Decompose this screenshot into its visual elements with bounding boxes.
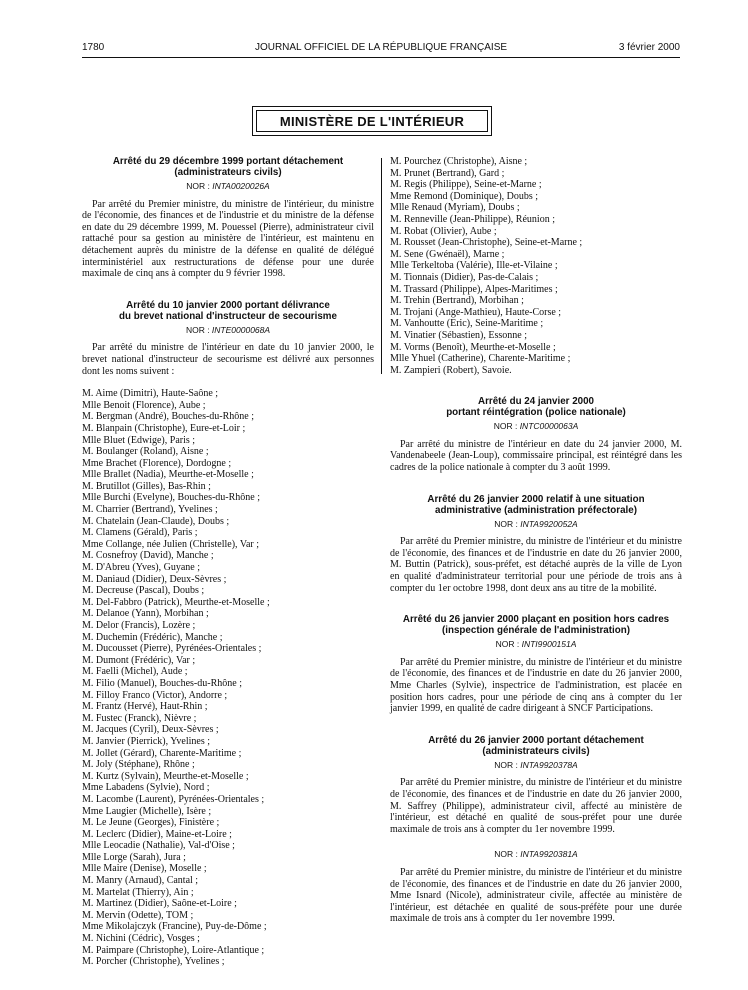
list-item: Mme Laugier (Michelle), Isère ; — [82, 805, 212, 817]
list-item: M. Jollet (Gérard), Charente-Maritime ; — [82, 747, 242, 759]
list-item: M. Filloy Franco (Victor), Andorre ; — [82, 689, 228, 701]
decree-body: Par arrêté du Premier ministre, du ministre de l'intérieur et du ministre de l'économie, des finances et de l'industrie en date du 26 janvier 2000, M. Buttin (Patrick), sous-préfet, est détaché auprès de la ville de Lyon en qualité d'administrateur territorial pour une période de trois ans à compter du 1er octobre 1998, dont deux ans au titre de la mobilité. — [390, 536, 682, 594]
journal-title: JOURNAL OFFICIEL DE LA RÉPUBLIQUE FRANÇAISE — [254, 42, 508, 53]
decree-subtitle: (administrateurs civils) — [482, 745, 590, 757]
list-item: M. Kurtz (Sylvain), Meurthe-et-Moselle ; — [82, 770, 249, 782]
decree-title: Arrêté du 26 janvier 2000 portant détachement — [428, 734, 644, 746]
decree-body: Par arrêté du Premier ministre, du ministre de l'intérieur et du ministre de l'économie, des finances et de l'industrie en date du 26 janvier 2000, Mme Isnard (Nicole), administrateur civile, affectée au ministère de l'intérieur, est détachée en qualité de sous-préfète pour une durée maximale de trois ans à compter du 1er novembre 1999. — [390, 866, 682, 925]
list-item: M. Regis (Philippe), Seine-et-Marne ; — [390, 179, 542, 191]
list-item: M. Trojani (Ange-Mathieu), Haute-Corse ; — [390, 306, 562, 318]
header-rule — [82, 57, 680, 58]
list-item: M. Manry (Arnaud), Cantal ; — [82, 875, 199, 887]
ministry-title: MINISTÈRE DE L'INTÉRIEUR — [256, 110, 488, 132]
list-item: Mlle Renaud (Myriam), Doubs ; — [390, 202, 520, 214]
left-column — [82, 156, 374, 968]
list-item: M. Trassard (Philippe), Alpes-Maritimes ; — [390, 283, 558, 295]
list-item: M. Robat (Olivier), Aube ; — [390, 225, 497, 237]
list-item: M. Prunet (Bertrand), Gard ; — [390, 167, 505, 179]
list-item: Mlle Leocadie (Nathalie), Val-d'Oise ; — [82, 840, 235, 852]
decree-body: Par arrêté du ministre de l'intérieur en date du 10 janvier 2000, le brevet national d'instructeur de secourisme est délivré aux personnes dont les noms suivent : — [82, 342, 374, 377]
list-item: M. Trehin (Bertrand), Morbihan ; — [390, 295, 524, 307]
decree-subtitle: du brevet national d'instructeur de secourisme — [119, 310, 337, 322]
list-item: M. Nichini (Cédric), Vosges ; — [82, 933, 200, 945]
list-item: M. Ducousset (Pierre), Pyrénées-Orientales ; — [82, 643, 262, 655]
nor-code: INTA0020026A — [212, 181, 270, 191]
nor-code: INTI9900151A — [521, 639, 577, 650]
ministry-box — [252, 106, 492, 136]
list-item: Mlle Lorge (Sarah), Jura ; — [82, 851, 186, 863]
list-item: M. D'Abreu (Yves), Guyane ; — [82, 562, 200, 574]
list-item: M. Frantz (Hervé), Haut-Rhin ; — [82, 701, 208, 713]
list-item: M. Vinatier (Sébastien), Essonne ; — [390, 329, 527, 341]
list-item: M. Cosnefroy (David), Manche ; — [82, 550, 214, 562]
list-item: Mme Labadens (Sylvie), Nord ; — [82, 782, 210, 794]
list-item: Mlle Benoit (Florence), Aube ; — [82, 399, 206, 411]
nor-reference: NOR : INTA9920381A — [494, 849, 578, 860]
list-item: M. Blanpain (Christophe), Eure-et-Loir ; — [82, 422, 246, 434]
name-list — [82, 388, 374, 968]
list-item: M. Janvier (Pierrick), Yvelines ; — [82, 735, 211, 747]
list-item: M. Rousset (Jean-Christophe), Seine-et-Marne ; — [390, 237, 583, 249]
nor-code: INTA9920381A — [520, 849, 578, 860]
list-item: M. Paimpare (Christophe), Loire-Atlantique ; — [82, 944, 265, 956]
list-item: M. Faelli (Michel), Aude ; — [82, 666, 188, 678]
list-item: Mlle Bluet (Edwige), Paris ; — [82, 434, 196, 446]
decree-subtitle: portant réintégration (police nationale) — [446, 407, 626, 419]
list-item: M. Delor (Francis), Lozère ; — [82, 620, 196, 631]
list-item: M. Bergman (André), Bouches-du-Rhône ; — [82, 411, 255, 423]
nor-reference: NOR : INTA0020026A — [186, 181, 270, 191]
nor-reference: NOR : INTI9900151A — [495, 639, 577, 650]
list-item: M. Chatelain (Jean-Claude), Doubs ; — [82, 515, 230, 527]
list-item: M. Aime (Dimitri), Haute-Saône ; — [82, 388, 219, 400]
decree-title: Arrêté du 26 janvier 2000 relatif à une situation — [427, 493, 645, 505]
list-item: M. Jacques (Cyril), Deux-Sèvres ; — [82, 724, 219, 736]
list-item: Mlle Yhuel (Catherine), Charente-Maritime ; — [390, 353, 571, 365]
nor-code: INTE0000068A — [211, 324, 271, 335]
list-item: Mlle Brallet (Nadia), Meurthe-et-Moselle ; — [82, 469, 254, 481]
nor-code: INTA9920378A — [520, 759, 578, 770]
list-item: M. Decreuse (Pascal), Doubs ; — [82, 585, 205, 597]
list-item: M. Vanhoutte (Eric), Seine-Maritime ; — [390, 318, 544, 330]
list-item: Mlle Burchi (Evelyne), Bouches-du-Rhône ; — [82, 492, 261, 504]
list-item: Mme Brachet (Florence), Dordogne ; — [82, 457, 232, 469]
nor-reference: NOR : INTC0000063A — [493, 421, 579, 432]
page-header — [82, 42, 680, 54]
list-item: M. Daniaud (Didier), Deux-Sèvres ; — [82, 573, 227, 585]
list-item: M. Boulanger (Roland), Aisne ; — [82, 446, 209, 458]
decree-title: Arrêté du 10 janvier 2000 portant délivrance — [126, 299, 330, 311]
nor-reference: NOR : INTA9920052A — [494, 518, 578, 529]
decree-subtitle: administrative (administration préfectorale) — [435, 504, 637, 516]
list-item: M. Duchemin (Frédéric), Manche ; — [82, 631, 223, 643]
decree-title: Arrêté du 24 janvier 2000 — [478, 396, 594, 408]
list-item: Mme Collange, née Julien (Christelle), Var ; — [82, 538, 259, 550]
list-item: Mlle Terkeltoba (Valérie), Ille-et-Vilaine ; — [390, 260, 558, 272]
list-item: M. Porcher (Christophe), Yvelines ; — [82, 956, 225, 968]
decree-title: Arrêté du 29 décembre 1999 portant détachement — [112, 156, 344, 167]
nor-reference: NOR : INTA9920378A — [494, 759, 578, 770]
decree-subtitle: (inspection générale de l'administration) — [442, 625, 630, 637]
list-item: M. Filio (Manuel), Bouches-du-Rhône ; — [82, 677, 242, 689]
list-item: M. Martelat (Thierry), Ain ; — [82, 886, 194, 898]
list-item: M. Mervin (Odette), TOM ; — [82, 909, 194, 921]
list-item: M. Zampieri (Robert), Savoie. — [390, 364, 512, 376]
decree-body: Par arrêté du ministre de l'intérieur en date du 24 janvier 2000, M. Vandenabeele (Jean-Loup), commissaire principal, est réintégré dans les cadres de la police nationale à compter du 3 août 1999. — [390, 438, 682, 474]
list-item: Mme Remond (Dominique), Doubs ; — [390, 190, 539, 202]
list-item: Mlle Maire (Denise), Moselle ; — [82, 863, 207, 875]
list-item: M. Del-Fabbro (Patrick), Meurthe-et-Moselle ; — [82, 596, 270, 608]
list-item: M. Sene (Gwénaël), Marne ; — [390, 248, 505, 260]
list-item: M. Le Jeune (Georges), Finistère ; — [82, 817, 220, 829]
list-item: M. Tionnais (Didier), Pas-de-Calais ; — [390, 271, 539, 283]
list-item: M. Fustec (Franck), Nièvre ; — [82, 712, 197, 724]
decree-subtitle: (administrateurs civils) — [174, 167, 282, 178]
decree-body: Par arrêté du Premier ministre, du ministre de l'intérieur, du ministre de l'économie, des finances et de l'industrie et du ministre de la défense en date du 29 décembre 1999, M. Pouessel (Pierre), administrateur civil rattaché pour sa gestion au ministère de l'intérieur, est maintenu en détachement auprès du ministre de la défense en qualité de délégué interministériel aux restructurations de défense pour une durée maximale de cinq ans à compter du 9 février 1998. — [82, 198, 374, 280]
nor-reference: NOR : INTE0000068A — [185, 324, 271, 335]
list-item: M. Vorms (Benoît), Meurthe-et-Moselle ; — [390, 341, 556, 353]
list-item: M. Lacombe (Laurent), Pyrénées-Orientales ; — [82, 793, 265, 805]
list-item: M. Delanoe (Yann), Morbihan ; — [82, 608, 209, 620]
name-list — [390, 156, 682, 376]
list-item: M. Leclerc (Didier), Maine-et-Loire ; — [82, 828, 232, 840]
list-item: M. Dumont (Frédéric), Var ; — [82, 654, 196, 666]
list-item: Mme Mikolajczyk (Francine), Puy-de-Dôme ; — [82, 921, 267, 933]
page-number: 1780 — [82, 42, 105, 53]
issue-date: 3 février 2000 — [618, 42, 680, 53]
nor-code: INTA9920052A — [520, 518, 578, 529]
list-item: M. Clamens (Gérald), Paris ; — [82, 527, 198, 539]
right-column — [390, 156, 682, 925]
column-divider — [381, 158, 382, 374]
decree-body: Par arrêté du Premier ministre, du ministre de l'intérieur et du ministre de l'économie, des finances et de l'industrie en date du 26 janvier 2000, Mme Charles (Sylvie), inspectrice de l'administration, est placée en position hors cadres, pour une période de cinq ans à compter du 1er janvier 1999, en qualité de cadre dirigeant à SNCF Participations. — [390, 656, 682, 715]
list-item: M. Brutillot (Gilles), Bas-Rhin ; — [82, 480, 211, 492]
decree-title: Arrêté du 26 janvier 2000 plaçant en position hors cadres — [402, 614, 670, 626]
list-item: M. Charrier (Bertrand), Yvelines ; — [82, 504, 218, 516]
list-item: M. Pourchez (Christophe), Aisne ; — [390, 156, 528, 167]
list-item: M. Martinez (Didier), Saône-et-Loire ; — [82, 898, 237, 910]
list-item: M. Joly (Stéphane), Rhône ; — [82, 759, 195, 771]
nor-code: INTC0000063A — [519, 421, 579, 432]
decree-body: Par arrêté du Premier ministre, du ministre de l'intérieur et du ministre de l'économie, des finances et de l'industrie en date du 26 janvier 2000, M. Saffrey (Philippe), administrateur civil, affecté au ministère de l'intérieur, est détaché en qualité de sous-préfet pour une durée maximale de trois ans à compter du 1er novembre 1999. — [390, 777, 682, 835]
list-item: M. Renneville (Jean-Philippe), Réunion ; — [390, 213, 555, 225]
